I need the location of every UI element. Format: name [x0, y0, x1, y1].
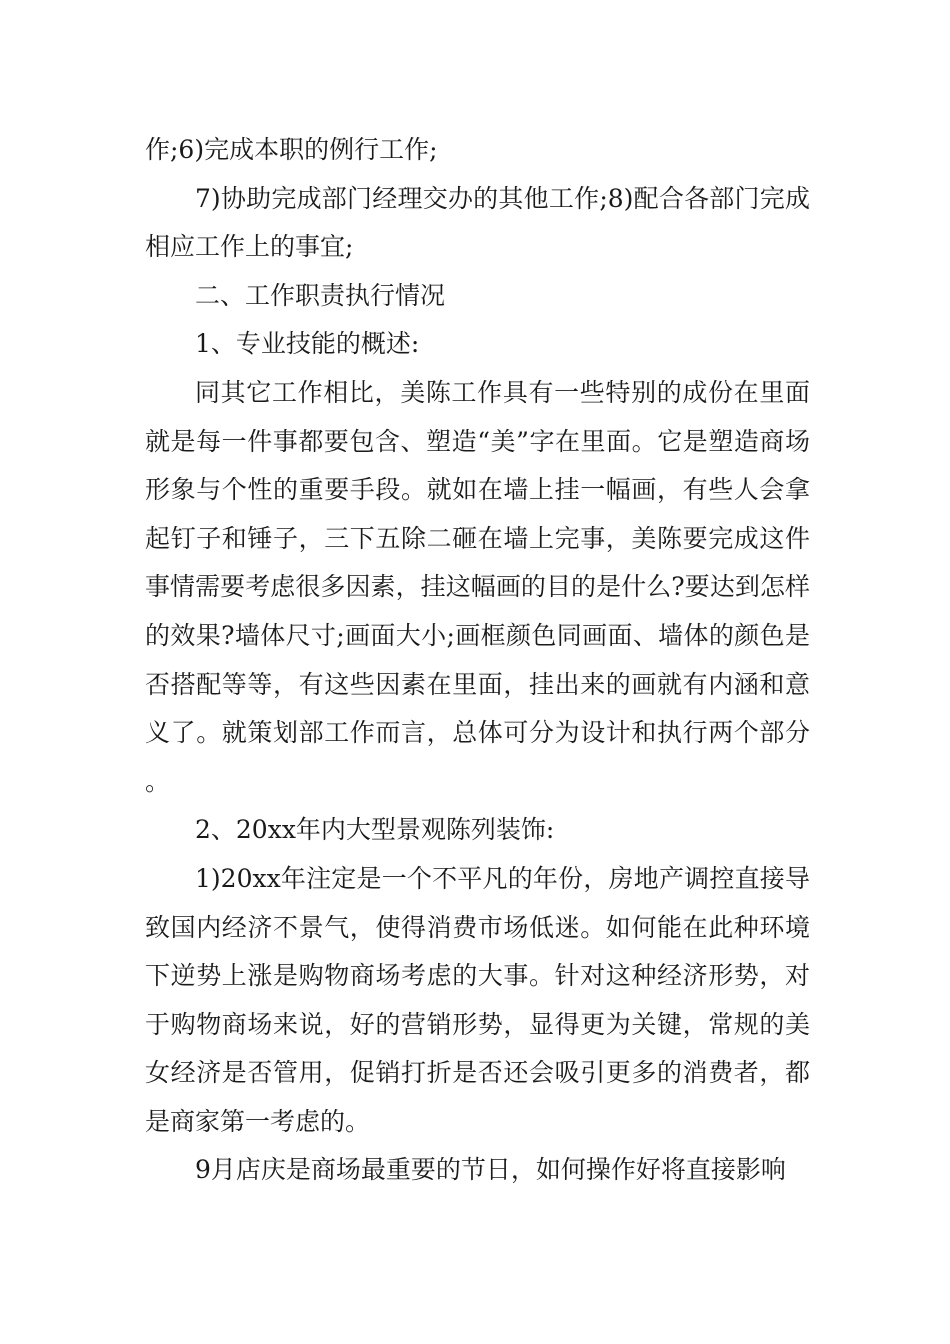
- subsection-heading: 1、专业技能的概述:: [195, 329, 420, 359]
- document-body: [145, 126, 810, 1195]
- paragraph: 1)20xx年注定是一个不平凡的年份，房地产调控直接导致国内经济不景气，使得消费市场低迷。如何能在此种环境下逆势上涨是购物商场考虑的大事。针对这种经济形势，对于购物商场来说，好的营销形势，显得更为关键，常规的美女经济是否管用，促销打折是否还会吸引更多的消费者，都是商家第一考虑的。: [145, 863, 810, 1136]
- subsection-heading: 2、20xx年内大型景观陈列装饰:: [195, 815, 555, 845]
- paragraph: 同其它工作相比，美陈工作具有一些特别的成份在里面就是每一件事都要包含、塑造“美”字在里面。它是塑造商场形象与个性的重要手段。就如在墙上挂一幅画，有些人会拿起钉子和锤子，三下五除二砸在墙上完事，美陈要完成这件事情需要考虑很多因素，挂这幅画的目的是什么?要达到怎样的效果?墙体尺寸;画面大小;画框颜色同画面、墙体的颜色是否搭配等等，有这些因素在里面，挂出来的画就有内涵和意义了。就策划部工作而言，总体可分为设计和执行两个部分。: [145, 377, 810, 796]
- section-heading: 二、工作职责执行情况: [195, 280, 446, 310]
- paragraph: 9月店庆是商场最重要的节日，如何操作好将直接影响: [195, 1155, 786, 1185]
- paragraph: 作;6)完成本职的例行工作;: [145, 135, 438, 164]
- paragraph: 7)协助完成部门经理交办的其他工作;8)配合各部门完成相应工作上的事宜;: [145, 183, 810, 262]
